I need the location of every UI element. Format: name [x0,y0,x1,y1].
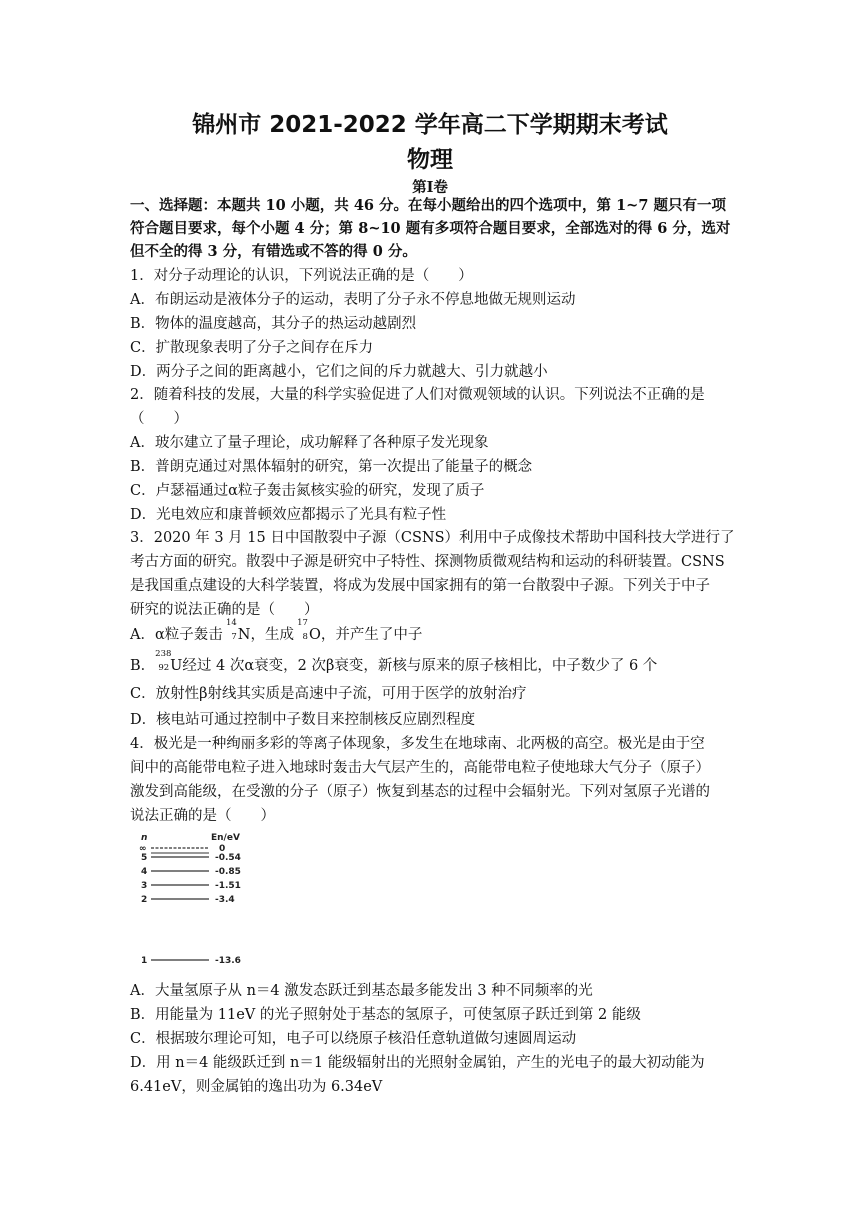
q1-option-a: A．布朗运动是液体分子的运动，表明了分子永不停息地做无规则运动 [130,292,576,308]
level-e-1: -13.6 [215,956,241,966]
q1-option-b: B．物体的温度越高，其分子的热运动越剧烈 [130,316,417,332]
volume-label: 第Ⅰ卷 [412,179,448,196]
section-instructions-line-3: 但不全的得 3 分，有错选或不答的得 0 分。 [130,243,417,260]
q2-option-b: B．普朗克通过对黑体辐射的研究，第一次提出了能量子的概念 [130,459,533,475]
q2-option-a: A．玻尔建立了量子理论，成功解释了各种原子发光现象 [130,435,489,451]
level-n-3: 3 [141,881,148,891]
level-n-inf: ∞ [139,844,147,854]
nitrogen-nuclide: 14 7 N [225,618,251,643]
q2-option-c: C．卢瑟福通过α粒子轰击氮核实验的研究，发现了质子 [130,483,485,499]
q4-stem-line-1: 4．极光是一种绚丽多彩的等离子体现象，多发生在地球南、北两极的高空。极光是由于空 [130,736,705,752]
uranium-nuclide: 238 92 U [155,649,183,674]
q3-option-b-suffix: 经过 4 次α衰变，2 次β衰变，新核与原来的原子核相比，中子数少了 6 个 [182,658,658,674]
q4-stem-line-3: 激发到高能级，在受激的分子（原子）恢复到基态的过程中会辐射光。下列对氢原子光谱的 [130,784,710,800]
q3-option-b [130,649,730,676]
section-instructions-line-1: 一、选择题：本题共 10 小题，共 46 分。在每小题给出的四个选项中，第 1~7 题只有一项 [130,197,726,214]
section-instructions-line-2: 符合题目要求，每个小题 4 分；第 8~10 题有多项符合题目要求，全部选对的得 6 分，选对 [130,220,731,237]
diagram-n-label: n [141,833,148,843]
level-e-5: -0.54 [215,853,241,863]
level-e-2: -3.4 [215,895,235,905]
q3-option-a [130,618,730,645]
energy-level-diagram [133,830,253,970]
q1-option-c: C．扩散现象表明了分子之间存在斥力 [130,340,374,356]
level-n-4: 4 [141,867,148,877]
level-e-4: -0.85 [215,867,241,877]
q4-stem-line-2: 间中的高能带电粒子进入地球时轰击大气层产生的，高能带电粒子使地球大气分子（原子） [130,760,710,776]
q4-option-a: A．大量氢原子从 n＝4 激发态跃迁到基态最多能发出 3 种不同频率的光 [130,983,593,999]
q3-stem-line-2: 考古方面的研究。散裂中子源是研究中子特性、探测物质微观结构和运动的科研装置。CSNS [130,554,725,570]
q3-option-d: D．核电站可通过控制中子数目来控制核反应剧烈程度 [130,712,476,728]
oxygen-nuclide: 17 8 O [297,618,321,643]
q3-option-c: C．放射性β射线其实质是高速中子流，可用于医学的放射治疗 [130,686,527,702]
q1-stem: 1．对分子动理论的认识，下列说法正确的是（ ） [130,268,473,284]
q2-option-d: D．光电效应和康普顿效应都揭示了光具有粒子性 [130,507,447,523]
q4-option-d-line-1: D．用 n＝4 能级跃迁到 n＝1 能级辐射出的光照射金属铂，产生的光电子的最大初动能为 [130,1055,705,1071]
q2-stem-line-2: （ ） [130,411,188,427]
q4-stem-line-4: 说法正确的是（ ） [130,808,275,824]
level-e-inf: 0 [219,844,226,854]
q4-option-b: B．用能量为 11eV 的光子照射处于基态的氢原子，可使氢原子跃迁到第 2 能级 [130,1007,641,1023]
level-n-1: 1 [141,956,148,966]
level-n-2: 2 [141,895,148,905]
q3-stem-line-3: 是我国重点建设的大科学装置，将成为发展中国家拥有的第一台散裂中子源。下列关于中子 [130,578,710,594]
q3-option-a-prefix: A．α粒子轰击 [130,627,223,643]
q1-option-d: D．两分子之间的距离越小，它们之间的斥力就越大、引力就越小 [130,364,548,380]
level-e-3: -1.51 [215,881,241,891]
q4-option-c: C．根据玻尔理论可知，电子可以绕原子核沿任意轨道做匀速圆周运动 [130,1031,577,1047]
q3-stem-line-4: 研究的说法正确的是（ ） [130,602,319,618]
exam-title: 锦州市 2021-2022 学年高二下学期期末考试 [192,112,668,138]
q3-stem-line-1: 3．2020 年 3 月 15 日中国散裂中子源（CSNS）利用中子成像技术帮助中国科技大学进行了 [130,530,735,546]
q3-option-a-suffix: ，并产生了中子 [320,627,423,643]
q4-option-d-line-2: 6.41eV，则金属铂的逸出功为 6.34eV [130,1079,383,1095]
subject-title: 物理 [407,147,453,173]
q3-option-a-mid: ，生成 [250,627,294,643]
diagram-energy-label: En/eV [211,833,240,843]
q3-option-b-prefix: B． [130,658,156,674]
q2-stem-line-1: 2．随着科技的发展，大量的科学实验促进了人们对微观领域的认识。下列说法不正确的是 [130,387,705,403]
level-n-5: 5 [141,853,148,863]
